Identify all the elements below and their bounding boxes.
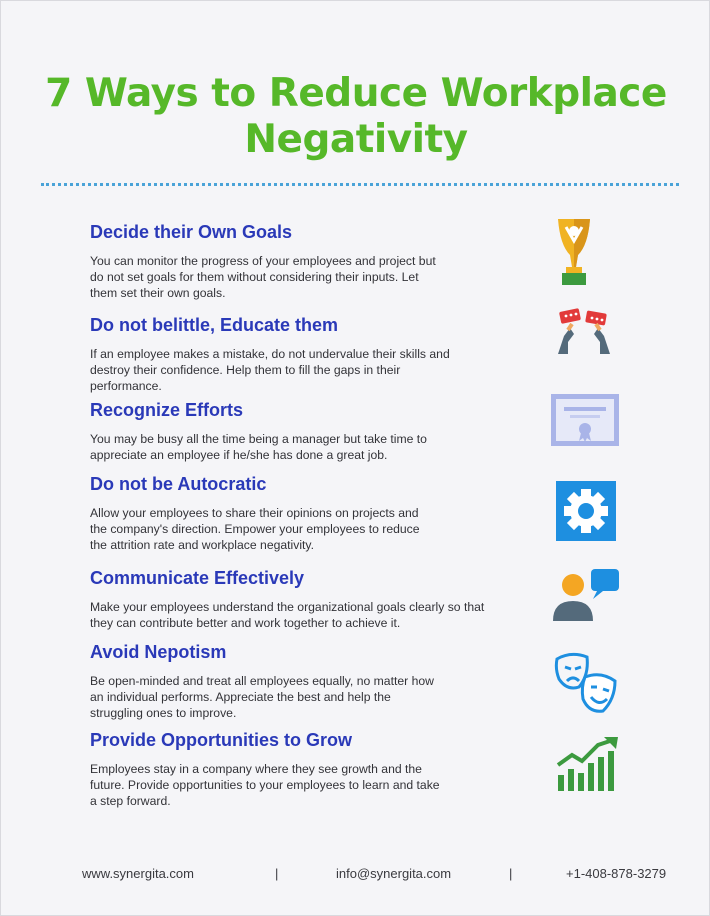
- dotted-divider: [41, 183, 679, 186]
- footer-website[interactable]: www.synergita.com: [82, 866, 194, 881]
- theater-masks-icon: [553, 651, 619, 717]
- tip-nepotism: [90, 641, 445, 721]
- person-speech-icon: [551, 567, 621, 623]
- tip-body: You may be busy all the time being a manager but take time to appreciate an employee if he/she has done a great job.: [90, 432, 427, 462]
- page-title: 7 Ways to Reduce Workplace Negativity: [45, 71, 667, 162]
- tip-heading: Recognize Efforts: [90, 400, 244, 420]
- tip-body: Be open-minded and treat all employees equally, no matter how an individual performs. Appreciate the best and help the struggling ones to improve.: [90, 674, 434, 720]
- tip-recognize: [90, 399, 460, 463]
- tip-body: Allow your employees to share their opinions on projects and the company's direction. Empower your employees to reduce the attrition rate and workplace negativity.: [90, 506, 420, 552]
- tip-autocratic: [90, 473, 435, 553]
- gear-icon: [556, 481, 616, 541]
- tip-grow: [90, 729, 440, 809]
- certificate-icon: [550, 393, 620, 447]
- tip-communicate: [90, 567, 490, 631]
- footer-phone[interactable]: +1-408-878-3279: [566, 866, 667, 881]
- trophy-icon: [554, 215, 594, 287]
- tip-body: Make your employees understand the organizational goals clearly so that they can contribute better and work together to achieve it.: [90, 600, 485, 630]
- footer-separator: |: [509, 866, 513, 881]
- tip-heading: Decide their Own Goals: [90, 222, 293, 242]
- tip-body: If an employee makes a mistake, do not undervalue their skills and destroy their confidence. Help them to fill the gaps in their performance.: [90, 347, 450, 393]
- tip-heading: Avoid Nepotism: [90, 642, 227, 662]
- tip-heading: Do not be Autocratic: [90, 474, 267, 494]
- tip-heading: Do not belittle, Educate them: [90, 315, 339, 335]
- raised-hands-signs-icon: [556, 306, 612, 356]
- tip-body: Employees stay in a company where they see growth and the future. Provide opportunities to your employees to learn and take a step forward.: [90, 762, 440, 808]
- tip-body: You can monitor the progress of your employees and project but do not set goals for them without considering their inputs. Let them set their own goals.: [90, 254, 436, 300]
- footer-email[interactable]: info@synergita.com: [336, 866, 452, 881]
- tip-heading: Provide Opportunities to Grow: [90, 730, 353, 750]
- tip-heading: Communicate Effectively: [90, 568, 305, 588]
- tip-educate: [90, 314, 450, 394]
- growth-chart-icon: [556, 735, 620, 793]
- tip-decide-goals: [90, 221, 440, 301]
- footer-separator: |: [275, 866, 279, 881]
